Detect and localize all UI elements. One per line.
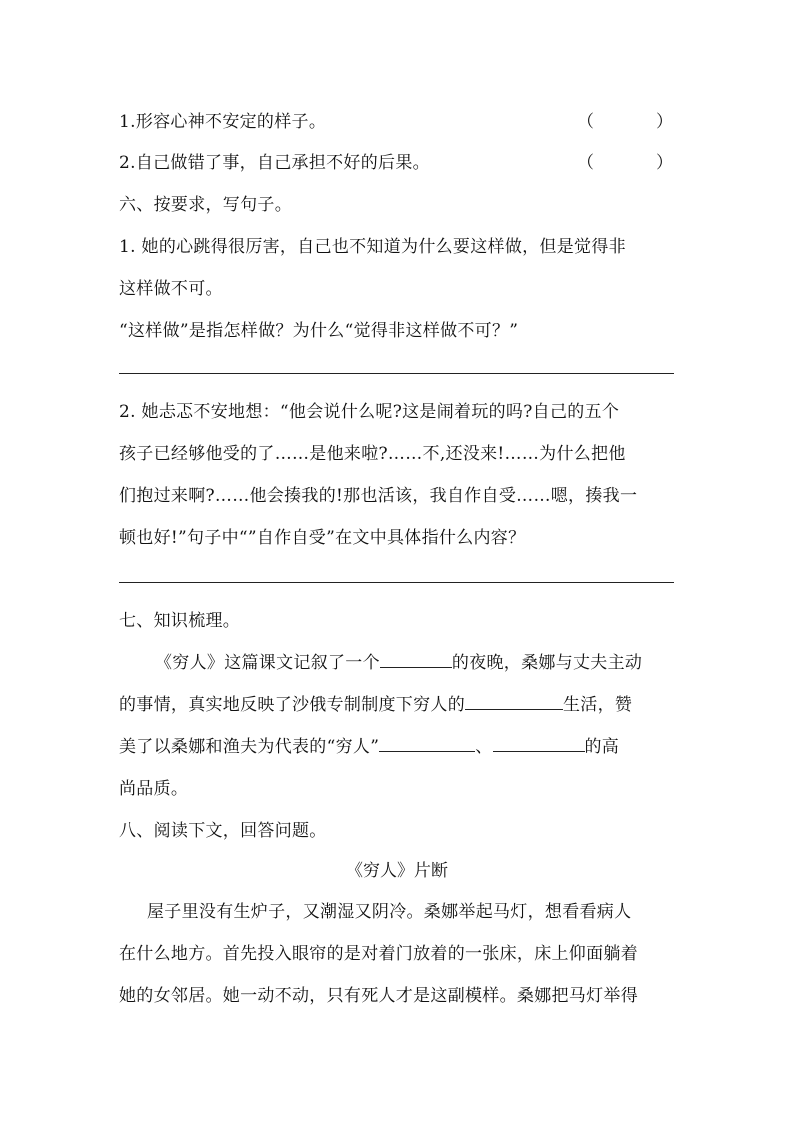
text-segment: 的事情，真实地反映了沙俄专制制度下穷人的	[119, 695, 465, 715]
text-segment: 《穷人》这篇课文记叙了一个	[155, 653, 380, 673]
paren-close: ）	[656, 153, 673, 173]
fill-blank-4[interactable]	[493, 736, 585, 752]
answer-parentheses-5-1	[577, 107, 673, 132]
paren-open: （	[577, 112, 594, 132]
fill-blank-3[interactable]	[379, 736, 475, 752]
passage-line-1: 屋子里没有生炉子，又潮湿又阴冷。桑娜举起马灯，想看看病人	[147, 902, 632, 922]
question-5-2: 2.自己做错了事，自己承担不好的后果。	[119, 153, 430, 173]
question-6-2-line-3: 们抱过来啊?……他会揍我的!那也活该，我自作自受……嗯，揍我一	[119, 486, 638, 506]
fill-line-7-4: 尚品质。	[119, 779, 189, 799]
question-5-1: 1.形容心神不安定的样子。	[119, 112, 327, 132]
fill-line-7-1	[155, 648, 642, 673]
text-segment: 的高	[584, 737, 620, 757]
text-segment: 生活，赞	[563, 695, 633, 715]
answer-parentheses-5-2	[577, 148, 673, 173]
text-segment: 的夜晚，桑娜与丈夫主动	[451, 653, 643, 673]
answer-line-6-1[interactable]	[119, 373, 674, 374]
text-segment: 美了以桑娜和渔夫为代表的“穷人”	[119, 737, 380, 757]
fill-blank-2[interactable]	[465, 694, 563, 710]
fill-line-7-3	[119, 732, 619, 757]
paren-open: （	[577, 153, 594, 173]
fill-blank-1[interactable]	[380, 652, 452, 668]
question-6-2-line-1: 2. 她忐忑不安地想：“他会说什么呢?这是闹着玩的吗?自己的五个	[119, 402, 620, 422]
question-6-2-line-2: 孩子已经够他受的了……是他来啦?……不,还没来!……为什么把他	[119, 444, 626, 464]
question-6-2-line-4: 顿也好!”句子中“”自作自受”在文中具体指什么内容？	[119, 528, 526, 548]
passage-line-2: 在什么地方。首先投入眼帘的是对着门放着的一张床，床上仰面躺着	[119, 944, 638, 964]
section-8-heading: 八、阅读下文，回答问题。	[119, 821, 327, 841]
paren-close: ）	[656, 112, 673, 132]
section-7-heading: 七、知识梳理。	[119, 611, 241, 631]
passage-line-3: 她的女邻居。她一动不动，只有死人才是这副模样。桑娜把马灯举得	[119, 986, 638, 1006]
passage-title: 《穷人》片断	[346, 861, 448, 881]
text-segment: 、	[475, 737, 493, 757]
answer-line-6-2[interactable]	[119, 582, 674, 583]
question-6-1-prompt: “这样做”是指怎样做？为什么“觉得非这样做不可？”	[119, 321, 519, 341]
question-6-1-line-1: 1. 她的心跳得很厉害，自己也不知道为什么要这样做，但是觉得非	[119, 237, 626, 257]
fill-line-7-2	[119, 690, 632, 715]
question-6-1-line-2: 这样做不可。	[119, 279, 223, 299]
section-6-heading: 六、按要求，写句子。	[119, 195, 292, 215]
